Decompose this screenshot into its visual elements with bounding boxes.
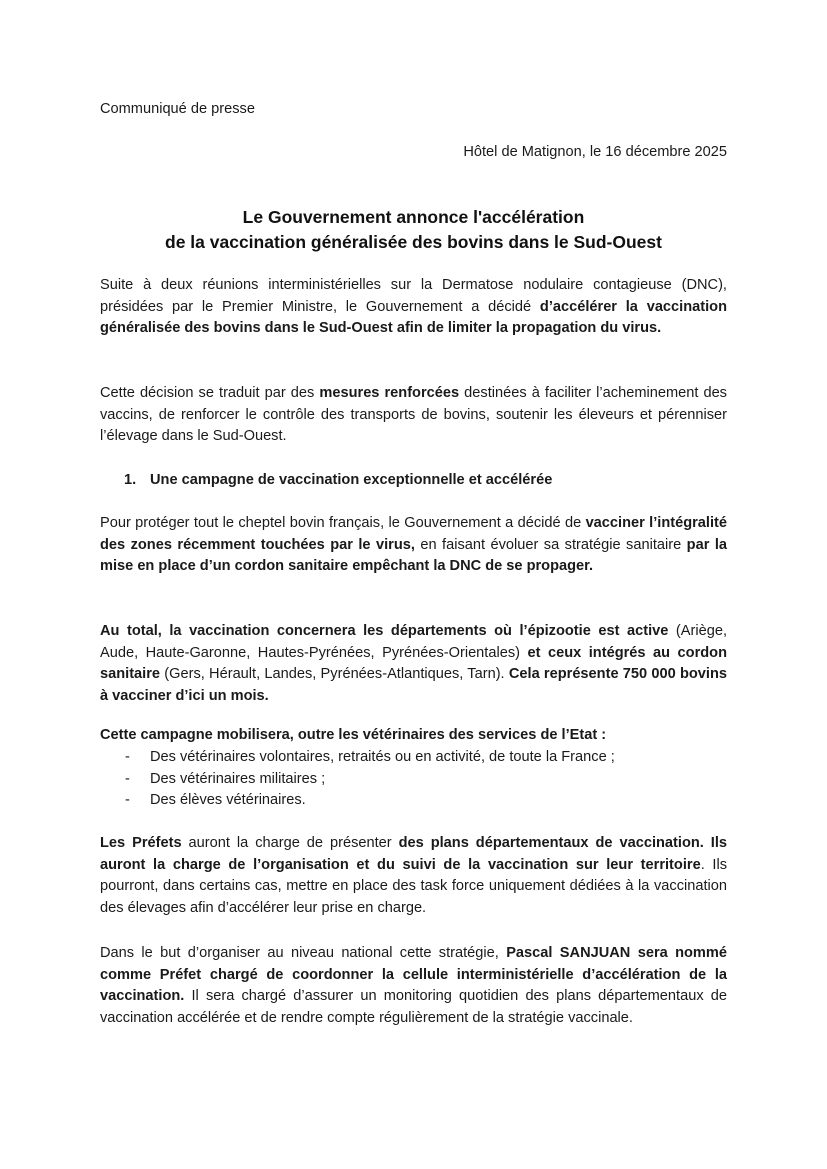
dateline: Hôtel de Matignon, le 16 décembre 2025 <box>463 144 727 160</box>
document-type-label: Communiqué de presse <box>100 101 255 117</box>
bold-run: Les Préfets <box>100 835 182 851</box>
list-item-text: Des élèves vétérinaires. <box>150 792 306 809</box>
bold-run: Cela représente 750 000 bovins à vacciner d’ici un mois. <box>100 666 727 704</box>
bold-run: par la mise en place d’un cordon sanitaire empêchant la DNC de se propager. <box>100 536 727 575</box>
paragraph-prefets <box>100 833 727 919</box>
list-intro: Cette campagne mobilisera, outre les vétérinaires des services de l’Etat : <box>100 727 607 743</box>
paragraph-coordinator <box>100 943 727 1029</box>
paragraph-measures <box>100 383 727 448</box>
text-run: (Gers, Hérault, Landes, Pyrénées-Atlantiques, Tarn). <box>160 666 509 683</box>
bullet-list <box>100 747 615 812</box>
list-item-text: Des vétérinaires volontaires, retraités ou en activité, de toute la France ; <box>150 749 615 765</box>
bold-run: Pascal SANJUAN sera nommé comme Préfet chargé de coordonner la cellule interministérielle d’accélération de la vaccination. <box>100 945 727 1005</box>
text-run: Il sera chargé d’assurer un monitoring quotidien des plans départementaux de vaccination accélérée et de rendre compte régulièrement de la stratégie vaccinale. <box>100 988 727 1026</box>
bold-run: Au total, la vaccination concernera les départements où l’épizootie est active <box>100 623 669 639</box>
paragraph-intro <box>100 275 727 340</box>
bold-run: mesures renforcées <box>319 385 460 401</box>
list-item <box>100 747 615 769</box>
paragraph-departments <box>100 621 727 707</box>
text-run: Suite à deux réunions interministérielles sur la Dermatose nodulaire contagieuse (DNC), présidées par le Premier Ministre, le Gouvernement a décidé <box>100 277 727 315</box>
text-run: en faisant évoluer sa stratégie sanitaire <box>414 536 687 553</box>
section-heading-1 <box>124 470 552 492</box>
title-line-2: de la vaccination généralisée des bovins dans le Sud-Ouest <box>165 232 662 252</box>
section-number: 1. <box>124 472 137 488</box>
text-run: (Ariège, Aude, Haute-Garonne, Hautes-Pyrénées, Pyrénées-Orientales) <box>100 623 728 661</box>
bold-run: et ceux intégrés au cordon sanitaire <box>100 644 728 683</box>
press-release-title <box>100 205 727 255</box>
bullet-dash: - <box>125 770 130 787</box>
bullet-dash: - <box>125 792 130 809</box>
section-label: Une campagne de vaccination exceptionnelle et accélérée <box>150 472 553 488</box>
text-run: . Ils pourront, dans certains cas, mettre en place des task force uniquement dédiées à la vaccination des élevages afin d’accélérer leur prise en charge. <box>100 856 727 916</box>
text-run: auront la charge de présenter <box>181 835 399 851</box>
bold-run: des plans départementaux de vaccination. Ils auront la charge de l’organisation et du suivi de la vaccination sur leur territoire <box>100 835 728 873</box>
text-run: Dans le but d’organiser au niveau national cette stratégie, <box>100 945 507 961</box>
bold-run: vacciner l’intégralité des zones récemment touchées par le virus, <box>100 515 728 553</box>
paragraph-strategy <box>100 513 727 578</box>
list-item <box>100 769 615 791</box>
list-item <box>100 790 615 812</box>
bold-run: d’accélérer la vaccination généralisée des bovins dans le Sud-Ouest afin de limiter la propagation du virus. <box>100 298 727 337</box>
text-run: destinées à faciliter l’acheminement des vaccins, de renforcer le contrôle des transports de bovins, soutenir les éleveurs et pérenniser l’élevage dans le Sud-Ouest. <box>100 385 727 445</box>
bullet-dash: - <box>125 749 130 765</box>
list-item-text: Des vétérinaires militaires ; <box>150 770 326 787</box>
text-run: Pour protéger tout le cheptel bovin français, le Gouvernement a décidé de <box>100 515 586 531</box>
text-run: Cette décision se traduit par des <box>100 385 320 401</box>
title-line-1: Le Gouvernement annonce l'accélération <box>242 207 585 227</box>
